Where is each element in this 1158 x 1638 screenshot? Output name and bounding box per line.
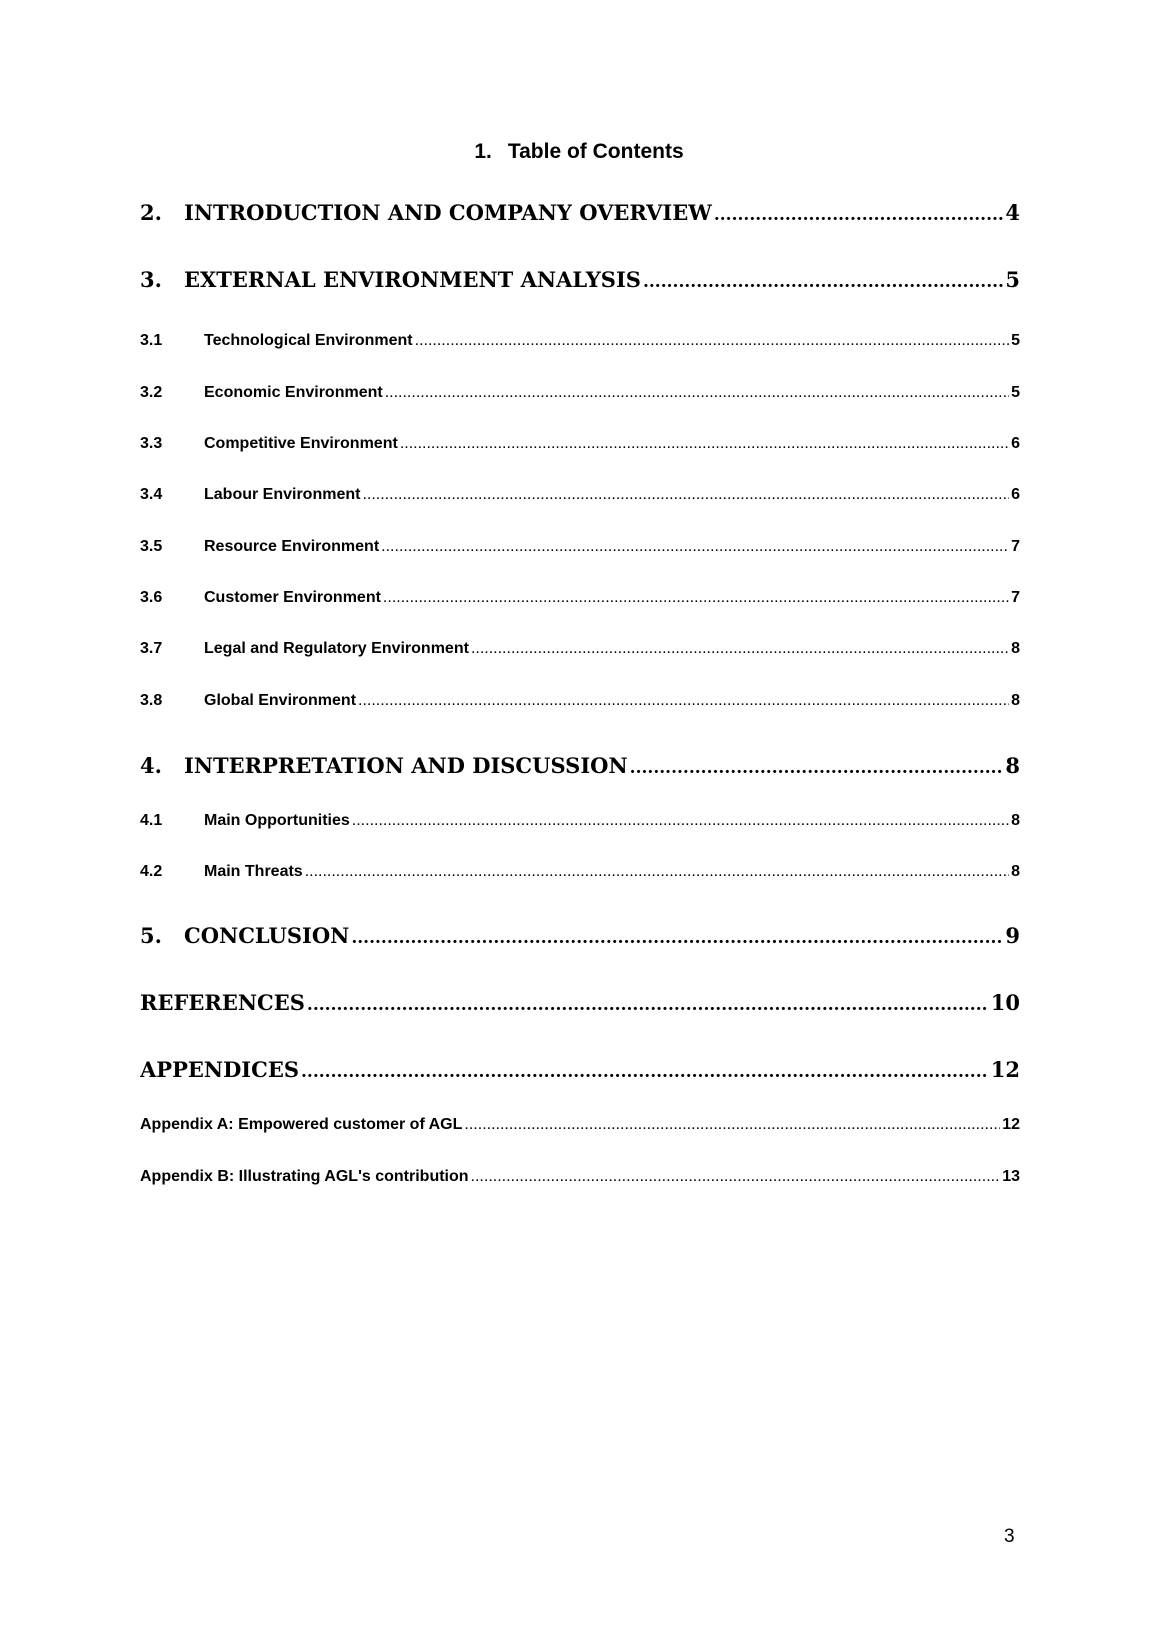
toc-entry-label: Resource Environment — [204, 538, 380, 555]
toc-entry-interpretation-discussion[interactable] — [140, 753, 1020, 778]
dot-leader — [400, 435, 1009, 453]
toc-title-number: 1. — [474, 140, 492, 163]
toc-entry-resource-environment[interactable] — [140, 538, 1020, 556]
dot-leader — [381, 538, 1009, 556]
dot-leader — [464, 1116, 1000, 1134]
toc-entry-label: Main Opportunities — [204, 812, 350, 829]
toc-entry-label: INTERPRETATION AND DISCUSSION — [184, 753, 628, 778]
toc-entry-label: CONCLUSION — [184, 923, 350, 948]
toc-entry-number: 3.7 — [140, 640, 163, 657]
toc-entry-page: 5 — [1011, 332, 1020, 349]
toc-entry-page: 8 — [1011, 812, 1020, 829]
toc-entry-page: 8 — [1011, 640, 1020, 657]
dot-leader — [307, 995, 989, 1015]
toc-entry-competitive-environment[interactable] — [140, 435, 1020, 453]
dot-leader — [630, 758, 1004, 778]
dot-leader — [415, 332, 1009, 350]
toc-entry-page: 12 — [990, 1057, 1020, 1082]
dot-leader — [383, 589, 1009, 607]
toc-entry-label: Legal and Regulatory Environment — [204, 640, 469, 657]
toc-entry-appendices[interactable] — [140, 1057, 1020, 1082]
toc-entry-page: 6 — [1011, 435, 1020, 452]
toc-entry-number: 4.2 — [140, 863, 163, 880]
toc-entry-main-threats[interactable] — [140, 863, 1020, 881]
dot-leader — [352, 812, 1009, 830]
toc-entry-economic-environment[interactable] — [140, 384, 1020, 402]
dot-leader — [362, 486, 1009, 504]
toc-entry-number: 3.8 — [140, 692, 163, 709]
toc-entry-label: Economic Environment — [204, 384, 383, 401]
toc-entry-number: 4.1 — [140, 812, 163, 829]
toc-entry-label: EXTERNAL ENVIRONMENT ANALYSIS — [184, 267, 641, 292]
toc-entry-page: 5 — [1011, 384, 1020, 401]
toc-entry-label: Labour Environment — [204, 486, 361, 503]
toc-entry-conclusion[interactable] — [140, 923, 1020, 948]
toc-entry-technological-environment[interactable] — [140, 332, 1020, 350]
toc-entry-number: 3.6 — [140, 589, 163, 606]
toc-entry-number: 4. — [140, 753, 162, 778]
toc-entry-label: Competitive Environment — [204, 435, 398, 452]
toc-entry-appendix-b[interactable] — [140, 1168, 1020, 1186]
toc-entry-legal-regulatory-environment[interactable] — [140, 640, 1020, 658]
toc-entry-global-environment[interactable] — [140, 692, 1020, 710]
toc-title — [0, 140, 1158, 164]
toc-entry-page: 12 — [1002, 1116, 1020, 1133]
toc-entry-introduction[interactable] — [140, 200, 1020, 225]
toc-entry-number: 3.2 — [140, 384, 163, 401]
dot-leader — [714, 205, 1004, 225]
toc-entry-appendix-a[interactable] — [140, 1116, 1020, 1134]
toc-entry-number: 5. — [140, 923, 162, 948]
toc-entry-page: 13 — [1002, 1168, 1020, 1185]
toc-entry-number: 3.1 — [140, 332, 163, 349]
toc-entry-references[interactable] — [140, 990, 1020, 1015]
toc-entry-label: Technological Environment — [204, 332, 413, 349]
toc-entry-customer-environment[interactable] — [140, 589, 1020, 607]
toc-entry-page: 8 — [1011, 863, 1020, 880]
toc-entry-number: 3. — [140, 267, 162, 292]
toc-entry-label: INTRODUCTION AND COMPANY OVERVIEW — [184, 200, 712, 225]
dot-leader — [471, 640, 1009, 658]
toc-entry-main-opportunities[interactable] — [140, 812, 1020, 830]
toc-title-text: Table of Contents — [507, 140, 684, 163]
toc-entry-label: Appendix B: Illustrating AGL's contribution — [140, 1168, 469, 1185]
dot-leader — [358, 692, 1009, 710]
dot-leader — [643, 272, 1003, 292]
toc-entry-label: APPENDICES — [140, 1057, 299, 1082]
toc-entry-page: 8 — [1011, 692, 1020, 709]
dot-leader — [305, 863, 1009, 881]
toc-entry-label: Customer Environment — [204, 589, 381, 606]
toc-entry-page: 10 — [990, 990, 1020, 1015]
toc-entry-number: 3.3 — [140, 435, 163, 452]
toc-entry-page: 6 — [1011, 486, 1020, 503]
toc-entry-label: Appendix A: Empowered customer of AGL — [140, 1116, 463, 1133]
toc-entry-page: 9 — [1005, 923, 1020, 948]
toc-entry-page: 5 — [1005, 267, 1020, 292]
toc-entry-number: 3.4 — [140, 486, 163, 503]
dot-leader — [351, 928, 1003, 948]
toc-entry-external-environment-analysis[interactable] — [140, 267, 1020, 292]
toc-entry-page: 4 — [1005, 200, 1020, 225]
toc-entry-label: REFERENCES — [140, 990, 305, 1015]
dot-leader — [301, 1062, 989, 1082]
dot-leader — [385, 384, 1009, 402]
toc-entry-page: 7 — [1011, 538, 1020, 555]
toc-entry-number: 2. — [140, 200, 162, 225]
toc-entry-labour-environment[interactable] — [140, 486, 1020, 504]
page-number: 3 — [1004, 1526, 1015, 1547]
dot-leader — [471, 1168, 1001, 1186]
toc-entry-label: Main Threats — [204, 863, 303, 880]
toc-entry-page: 7 — [1011, 589, 1020, 606]
toc-entry-number: 3.5 — [140, 538, 163, 555]
toc-entry-label: Global Environment — [204, 692, 357, 709]
toc-entry-page: 8 — [1005, 753, 1020, 778]
